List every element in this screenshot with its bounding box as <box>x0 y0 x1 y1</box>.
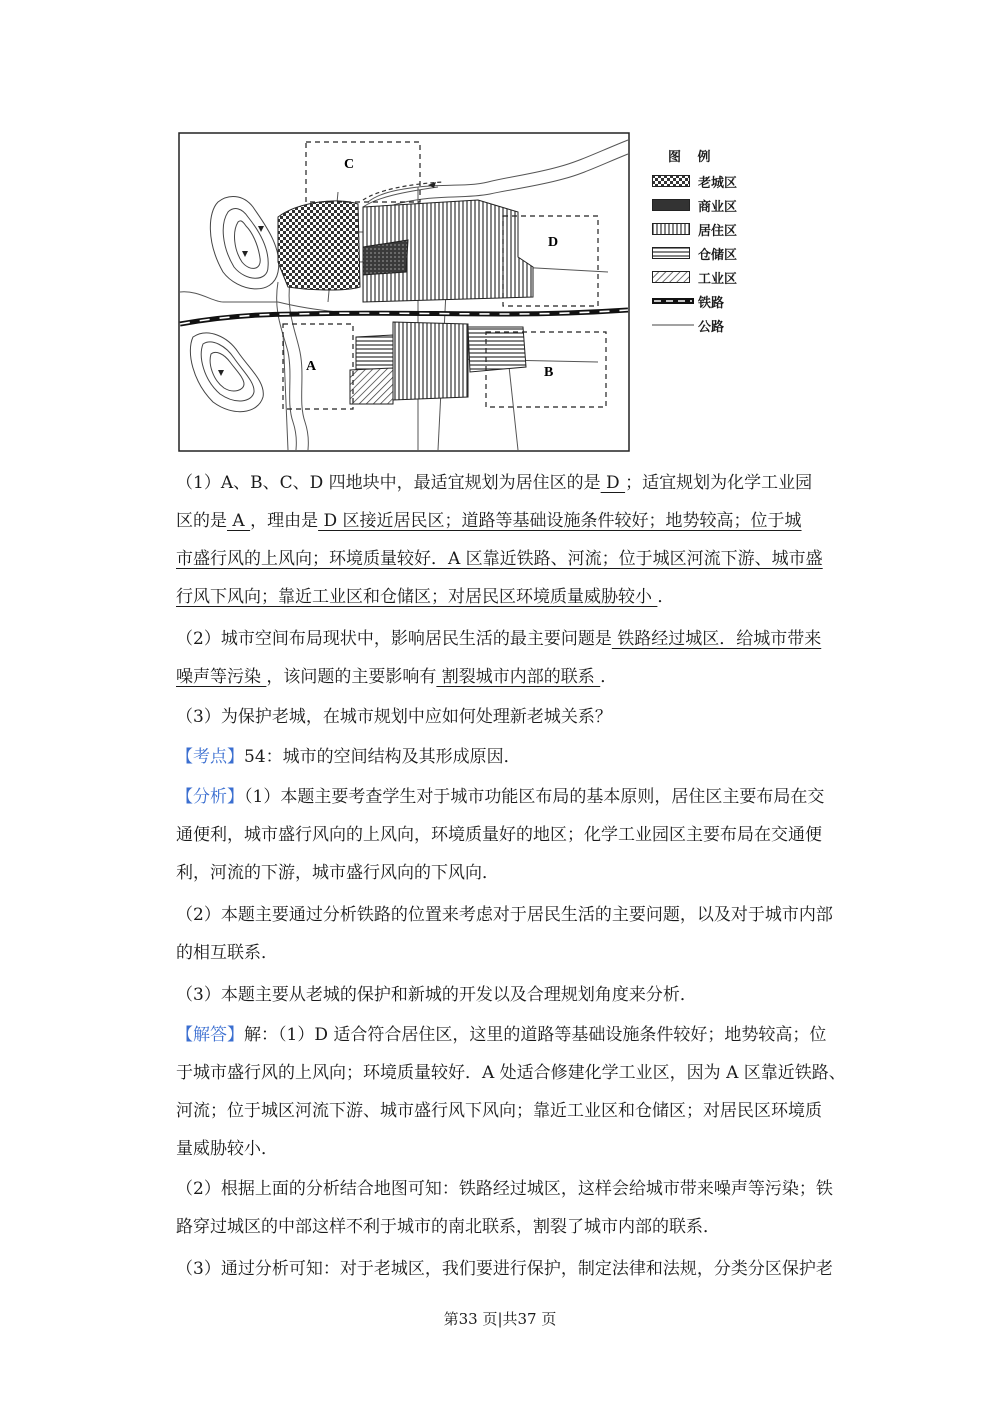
legend-title: 图 例 <box>668 150 717 165</box>
q1-line-4: 行风下风向；靠近工业区和仓储区；对居民区环境质量威胁较小 ． <box>176 587 675 607</box>
jieda-line-2: 于城市盛行风的上风向；环境质量较好．A 处适合修建化学工业区，因为 A 区靠近铁路、 <box>176 1063 846 1083</box>
old-city-area <box>278 201 360 290</box>
fenxi-line-2: 通便利，城市盛行风向的上风向，环境质量好的地区；化学工业园区主要布局在交通便 <box>176 825 822 845</box>
industrial-area <box>350 368 393 404</box>
fenxi-line-4: （2）本题主要通过分析铁路的位置来考虑对于居民生活的主要问题，以及对于城市内部 <box>176 905 833 925</box>
legend-item-commercial <box>648 196 768 214</box>
jieda-line-6: 路穿过城区的中部这样不利于城市的南北联系，割裂了城市内部的联系． <box>176 1217 720 1237</box>
q2-answer-problem: 铁路经过城区．给城市带来 <box>611 629 822 649</box>
fenxi-line-5: 的相互联系． <box>176 943 278 963</box>
q2-line-1: （2）城市空间布局现状中，影响居民生活的最主要问题是 铁路经过城区．给城市带来 <box>176 629 822 649</box>
block-c-label: C <box>344 157 355 172</box>
storage-area-east <box>468 327 526 372</box>
jieda-line-4: 量威胁较小． <box>176 1139 278 1159</box>
legend-item-storage <box>648 244 768 262</box>
legend-item-railway <box>648 292 768 310</box>
jieda-line-1: 【解答】解：（1）D 适合符合居住区，这里的道路等基础设施条件较好；地势较高；位 <box>176 1025 827 1045</box>
q2-line-2: 噪声等污染 ，该问题的主要影响有 割裂城市内部的联系 ． <box>176 667 618 687</box>
q1-answer-industrial: A <box>227 511 251 531</box>
legend-item-residential <box>648 220 768 238</box>
kaodian-line: 【考点】54：城市的空间结构及其形成原因． <box>176 747 521 767</box>
residential-south <box>393 322 468 400</box>
jieda-line-7: （3）通过分析可知：对于老城区，我们要进行保护，制定法律和法规，分类分区保护老 <box>176 1259 833 1279</box>
map-legend <box>648 142 768 342</box>
q1-line-3: 市盛行风的上风向；环境质量较好．A 区靠近铁路、河流；位于城区河流下游、城市盛 <box>176 549 823 569</box>
legend-item-industrial <box>648 268 768 286</box>
fenxi-line-1: 【分析】（1）本题主要考查学生对于城市功能区布局的基本原则，居住区主要布局在交 <box>176 787 825 807</box>
legend-label: 公路 <box>698 320 725 335</box>
legend-label: 铁路 <box>698 296 725 311</box>
block-b-label: B <box>544 365 554 380</box>
legend-label: 居住区 <box>698 224 738 239</box>
legend-label: 老城区 <box>698 176 738 191</box>
jieda-tag: 【解答】 <box>176 1025 244 1045</box>
jieda-line-3: 河流；位于城区河流下游、城市盛行风下风向；靠近工业区和仓储区；对居民区环境质 <box>176 1101 822 1121</box>
q1-line-1: （1）A、B、C、D 四地块中，最适宜规划为居住区的是 D ；适宜规划为化学工业园 <box>176 473 813 493</box>
q2-answer-impact: 割裂城市内部的联系 <box>436 667 601 687</box>
block-a-label: A <box>306 359 317 374</box>
fenxi-tag: 【分析】 <box>176 787 244 807</box>
legend-label: 商业区 <box>698 200 738 215</box>
legend-label: 仓储区 <box>698 248 738 263</box>
legend-label: 工业区 <box>698 272 738 287</box>
q3-line: （3）为保护老城，在城市规划中应如何处理新老城关系？ <box>176 707 612 727</box>
page-footer: 第33 页|共37 页 <box>443 1310 557 1328</box>
block-d-label: D <box>548 235 559 250</box>
fenxi-line-3: 利，河流的下游，城市盛行风向的下风向． <box>176 863 499 883</box>
legend-item-highway <box>648 316 768 334</box>
city-map <box>178 132 630 452</box>
fenxi-line-6: （3）本题主要从老城的保护和新城的开发以及合理规划角度来分析． <box>176 985 697 1005</box>
q1-reason: D 区接近居民区；道路等基础设施条件较好；地势较高；位于城 <box>318 511 802 531</box>
city-map-figure <box>178 132 630 452</box>
legend-item-old-city <box>648 172 768 190</box>
jieda-line-5: （2）根据上面的分析结合地图可知：铁路经过城区，这样会给城市带来噪声等污染；铁 <box>176 1179 833 1199</box>
q1-line-2: 区的是 A ，理由是 D 区接近居民区；道路等基础设施条件较好；地势较高；位于城 <box>176 511 802 531</box>
q1-answer-residential: D <box>600 473 626 493</box>
storage-area-west <box>356 335 393 372</box>
kaodian-tag: 【考点】 <box>176 747 244 767</box>
